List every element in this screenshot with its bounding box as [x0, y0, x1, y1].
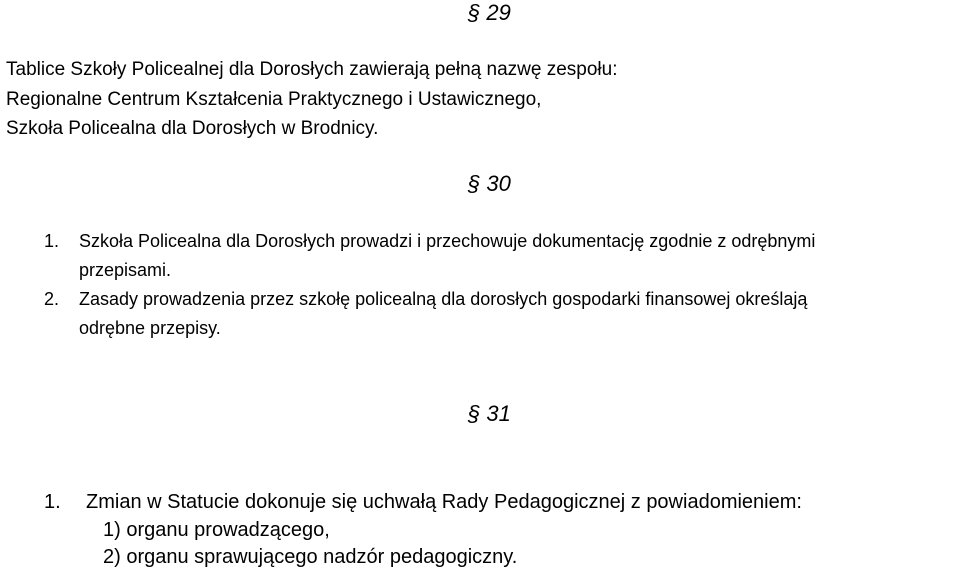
section-30-heading: § 30	[468, 171, 511, 196]
section-31-item-1-text: Zmian w Statucie dokonuje się uchwałą Rady Pedagogicznej z powiadomieniem:	[86, 491, 802, 513]
section-29-line-3: Szkoła Policealna dla Dorosłych w Brodnicy.	[6, 118, 379, 139]
section-30-item-1-number: 1.	[44, 231, 60, 251]
section-29-line-2: Regionalne Centrum Kształcenia Praktycznego i Ustawicznego,	[6, 89, 542, 110]
section-30-item-2-line-1: Zasady prowadzenia przez szkołę policealną dla dorosłych gospodarki finansowej określają	[79, 289, 808, 309]
section-29-heading: § 29	[468, 0, 511, 25]
section-30-item-1-line-2: przepisami.	[79, 260, 172, 280]
section-31-item-1-number: 1.	[44, 491, 61, 513]
section-30-item-2-line-2: odrębne przepisy.	[79, 318, 221, 338]
section-31-heading: § 31	[468, 401, 511, 426]
section-31-subitem-1: 1) organu prowadzącego,	[103, 519, 330, 541]
section-31-subitem-2: 2) organu sprawującego nadzór pedagogiczny.	[103, 546, 518, 568]
section-29-line-1: Tablice Szkoły Policealnej dla Dorosłych zawierają pełną nazwę zespołu:	[6, 59, 618, 80]
section-30-item-1-line-1: Szkoła Policealna dla Dorosłych prowadzi i przechowuje dokumentację zgodnie z odrębnymi	[79, 231, 816, 251]
section-30-item-2-number: 2.	[44, 289, 60, 309]
